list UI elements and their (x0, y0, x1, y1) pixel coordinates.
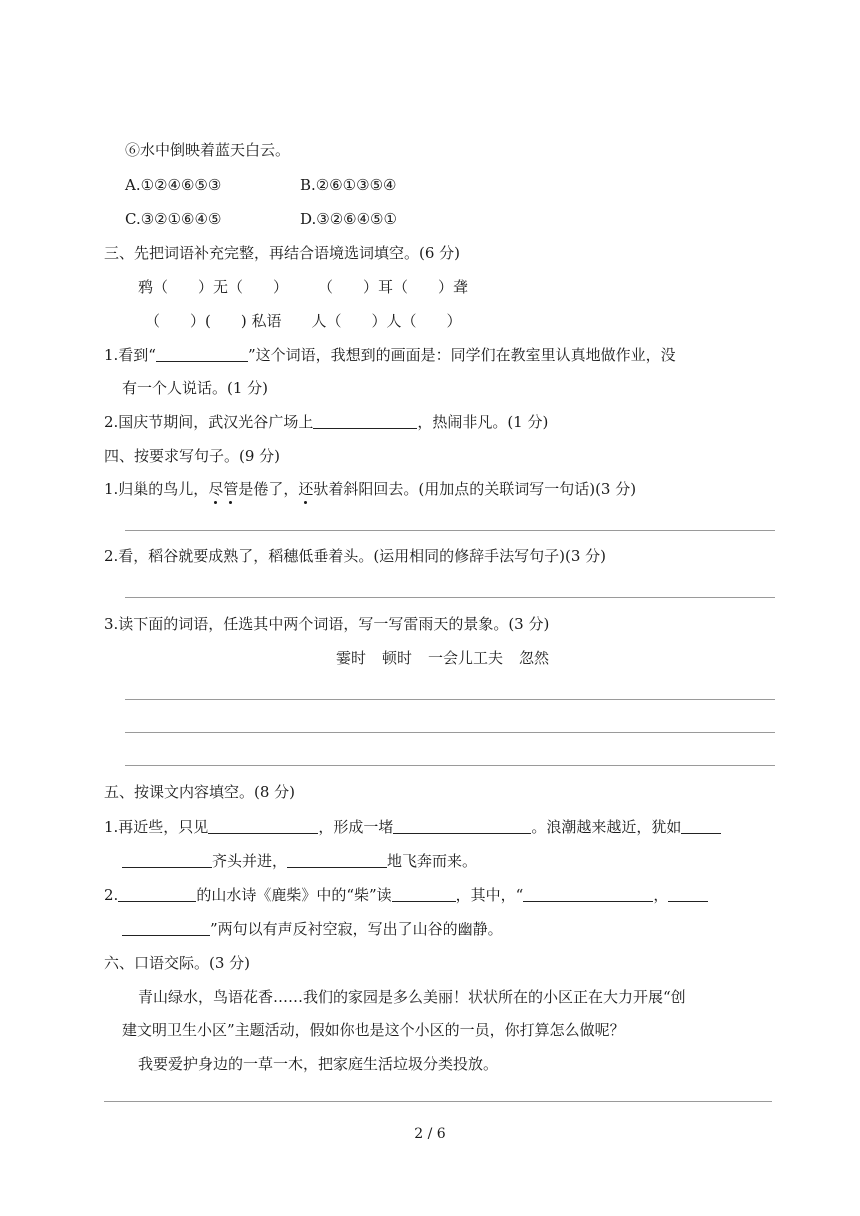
q5-s2-blank-2[interactable] (392, 885, 456, 902)
q5-s1-text-b: ，形成一堵 (318, 818, 394, 836)
q5-sentence-1 (104, 817, 721, 837)
q3-s2-text-b: ，热闹非凡。(1 分) (417, 413, 549, 431)
q5-sentence-1-cont (122, 851, 477, 871)
q4-dotted-char: 尽 (208, 480, 224, 498)
q4-s1-text-c: 驮着斜阳回去。(用加点的关联词写一句话)(3 分) (313, 480, 637, 498)
q4-word-list (328, 648, 557, 668)
q5-sentence-2 (104, 885, 708, 905)
q5-s1-text-d: 齐头并进， (212, 852, 288, 870)
q5-heading: 五、按课文内容填空。(8 分) (104, 783, 296, 801)
q4-sentence-2: 2.看，稻谷就要成熟了，稻穗低垂着头。(运用相同的修辞手法写句子)(3 分) (104, 547, 607, 565)
q5-s1-blank-2[interactable] (393, 817, 531, 834)
answer-line[interactable] (125, 597, 775, 598)
q3-s2-text-a: 2.国庆节期间，武汉光谷广场上 (104, 413, 314, 431)
q4-word: 顿时 (382, 649, 413, 667)
q4-s1-text-b: 是倦了， (238, 480, 299, 498)
q3-s1-text-a: 1.看到“ (104, 346, 156, 364)
q3-sentence-1-cont: 有一个人说话。(1 分) (122, 379, 269, 397)
q3-sentence-2 (104, 412, 548, 432)
q5-s2-text-a: 2. (104, 886, 119, 904)
q2-option-c: C.③②①⑥④⑤ (125, 210, 222, 228)
q5-s2-text-e: ”两句以有声反衬空寂，写出了山谷的幽静。 (210, 920, 503, 938)
q3-s1-blank[interactable] (156, 345, 248, 362)
answer-line[interactable] (125, 732, 775, 733)
q6-heading: 六、口语交际。(3 分) (104, 954, 251, 972)
q3-idioms-row-1: 鸦（ ）无（ ） （ ）耳（ ）聋 (138, 278, 469, 296)
q5-s1-blank-3[interactable] (681, 817, 721, 834)
q5-sentence-2-cont (122, 919, 503, 939)
q5-s1-text-c: 。浪潮越来越近，犹如 (531, 818, 682, 836)
q4-word: 一会儿工夫 (428, 649, 504, 667)
q3-sentence-1 (104, 345, 676, 365)
q5-s2-blank-4-cont[interactable] (122, 919, 210, 936)
page-number: 2 / 6 (414, 1126, 446, 1142)
q4-word: 忽然 (519, 649, 550, 667)
q2-option-d: D.③②⑥④⑤① (300, 210, 397, 228)
q4-sentence-1 (104, 479, 636, 499)
q5-s1-blank-3-cont[interactable] (122, 851, 212, 868)
q2-option-b: B.②⑥①③⑤④ (300, 176, 397, 194)
q5-s1-text-a: 1.再近些，只见 (104, 818, 209, 836)
q4-s1-text-a: 1.归巢的鸟儿， (104, 480, 209, 498)
q5-s2-blank-1[interactable] (118, 885, 196, 902)
q3-s2-blank[interactable] (313, 412, 417, 429)
footer-divider (104, 1101, 772, 1102)
q5-s2-text-c: ，其中，“ (455, 886, 524, 904)
q2-item-6: ⑥水中倒映着蓝天白云。 (125, 141, 291, 159)
q6-answer: 我要爱护身边的一草一木，把家庭生活垃圾分类投放。 (138, 1055, 499, 1073)
q5-s1-blank-4[interactable] (287, 851, 387, 868)
q3-idioms-row-2: （ ）( ) 私语 人（ ）人（ ） (145, 312, 462, 330)
q6-prompt-line-1: 青山绿水，鸟语花香……我们的家园是多么美丽！状状所在的小区正在大力开展“创 (138, 988, 686, 1006)
q4-sentence-3: 3.读下面的词语，任选其中两个词语，写一写雷雨天的景象。(3 分) (104, 615, 550, 633)
q3-s1-text-b: ”这个词语，我想到的画面是：同学们在教室里认真地做作业，没 (247, 346, 676, 364)
q5-s1-text-e: 地飞奔而来。 (387, 852, 478, 870)
q3-heading: 三、先把词语补充完整，再结合语境选词填空。(6 分) (104, 244, 461, 262)
q6-prompt-line-2: 建文明卫生小区”主题活动，假如你也是这个小区的一员，你打算怎么做呢？ (122, 1021, 625, 1039)
q5-s2-blank-4[interactable] (668, 885, 708, 902)
q4-word: 霎时 (336, 649, 367, 667)
q5-s2-text-d: ， (653, 886, 669, 904)
answer-line[interactable] (125, 699, 775, 700)
answer-line[interactable] (125, 765, 775, 766)
q2-option-a: A.①②④⑥⑤③ (125, 176, 222, 194)
answer-line[interactable] (125, 530, 775, 531)
q5-s2-text-b: 的山水诗《鹿柴》中的“柴”读 (196, 886, 392, 904)
q5-s2-blank-3[interactable] (523, 885, 653, 902)
q5-s1-blank-1[interactable] (208, 817, 318, 834)
q4-dotted-char: 管 (223, 480, 239, 498)
q4-heading: 四、按要求写句子。(9 分) (104, 447, 281, 465)
q4-dotted-char: 还 (298, 480, 314, 498)
